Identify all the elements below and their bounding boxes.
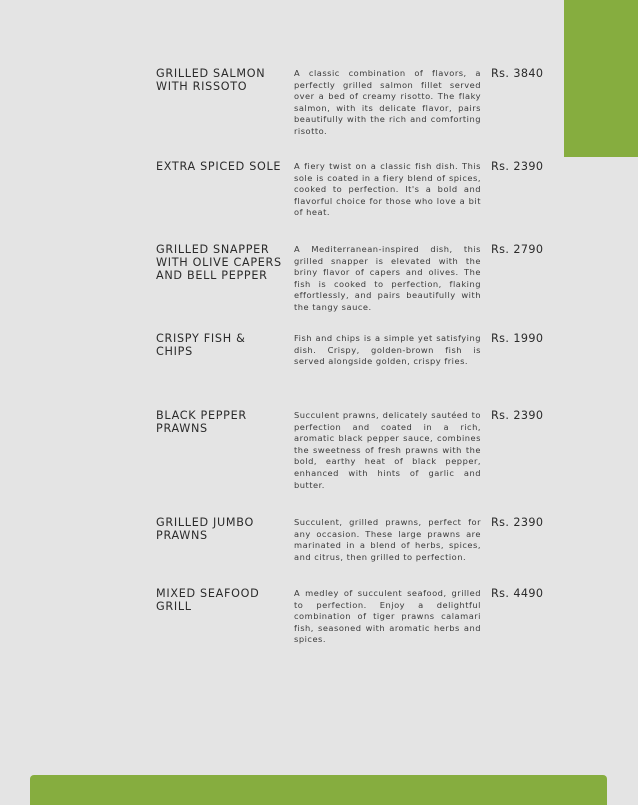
- item-description: A classic combination of flavors, a perfectly grilled salmon fillet served over a bed of creamy risotto. The flaky salmon, with its delicate flavor, pairs beautifully with the rich and comforting risotto.: [294, 68, 481, 136]
- item-description: A medley of succulent seafood, grilled to perfection. Enjoy a delightful combination of tiger prawns calamari fish, seasoned with aromatic herbs and spices.: [294, 588, 481, 645]
- item-price: Rs. 4490: [491, 587, 544, 600]
- item-price: Rs. 2390: [491, 516, 544, 529]
- item-name: GRILLED SNAPPER WITH OLIVE CAPERS AND BELL PEPPER: [156, 243, 282, 282]
- item-description: A fiery twist on a classic fish dish. This sole is coated in a fiery blend of spices, cooked to perfection. It's a bold and flavorful choice for those who love a bit of heat.: [294, 161, 481, 218]
- item-name: MIXED SEAFOOD GRILL: [156, 587, 260, 613]
- item-description: Succulent prawns, delicately sautéed to perfection and coated in a rich, aromatic black pepper sauce, combines the sweetness of fresh prawns with the bold, earthy heat of black pepper, enhanced with hints of garlic and butter.: [294, 410, 481, 490]
- item-price: Rs. 3840: [491, 67, 544, 80]
- item-name: EXTRA SPICED SOLE: [156, 160, 282, 173]
- footer-bar: [30, 775, 607, 805]
- item-name: GRILLED SALMON WITH RISSOTO: [156, 67, 266, 93]
- item-name: BLACK PEPPER PRAWNS: [156, 409, 247, 435]
- item-price: Rs. 1990: [491, 332, 544, 345]
- item-description: Fish and chips is a simple yet satisfying dish. Crispy, golden-brown fish is served alongside golden, crispy fries.: [294, 333, 481, 367]
- item-price: Rs. 2390: [491, 160, 544, 173]
- item-description: Succulent, grilled prawns, perfect for any occasion. These large prawns are marinated in a blend of herbs, spices, and citrus, then grilled to perfection.: [294, 517, 481, 562]
- item-description: A Mediterranean-inspired dish, this grilled snapper is elevated with the briny flavor of capers and olives. The fish is cooked to perfection, flaking effortlessly, and pairs beautifully with the tangy sauce.: [294, 244, 481, 312]
- item-name: GRILLED JUMBO PRAWNS: [156, 516, 254, 542]
- item-price: Rs. 2390: [491, 409, 544, 422]
- accent-bar: [564, 0, 638, 157]
- item-price: Rs. 2790: [491, 243, 544, 256]
- item-name: CRISPY FISH & CHIPS: [156, 332, 246, 358]
